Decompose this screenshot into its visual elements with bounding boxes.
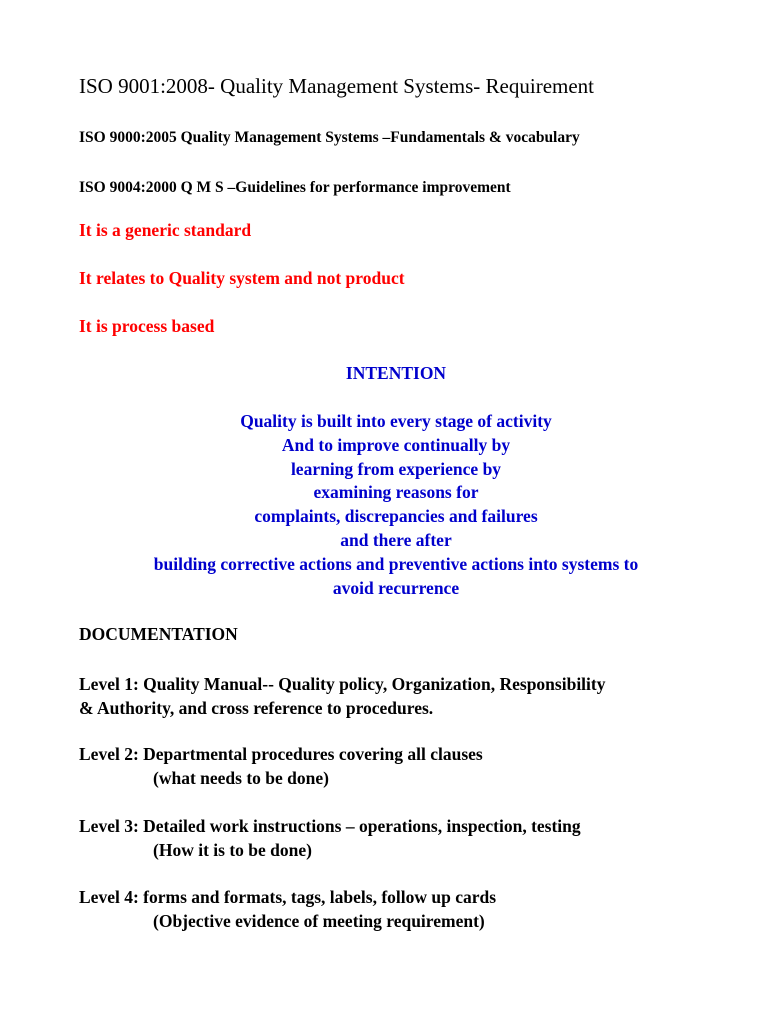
intention-line: avoid recurrence <box>332 577 460 598</box>
level-3-note: (How it is to be done) <box>153 840 312 860</box>
intention-line: examining reasons for <box>313 482 479 503</box>
related-standard-iso-9000: ISO 9000:2005 Quality Management Systems –Fundamentals & vocabulary <box>79 129 580 146</box>
level-1-description: Level 1: Quality Manual-- Quality policy, Organization, Responsibility <box>79 674 606 694</box>
intention-heading: INTENTION <box>345 363 447 383</box>
document-title: ISO 9001:2008- Quality Management Systems- Requirement <box>79 74 595 98</box>
key-point-generic-standard: It is a generic standard <box>79 220 252 240</box>
level-2-note: (what needs to be done) <box>153 768 329 788</box>
key-point-process-based: It is process based <box>79 316 215 336</box>
documentation-level-4 <box>79 885 719 933</box>
documentation-level-3 <box>79 814 719 862</box>
intention-line: Quality is built into every stage of activity <box>240 411 552 431</box>
intention-line: complaints, discrepancies and failures <box>254 506 538 527</box>
intention-line: And to improve continually by <box>281 434 511 455</box>
related-standard-iso-9004: ISO 9004:2000 Q M S –Guidelines for performance improvement <box>79 179 511 196</box>
documentation-level-2 <box>79 742 719 790</box>
level-3-description: Level 3: Detailed work instructions – operations, inspection, testing <box>79 816 581 836</box>
intention-line: learning from experience by <box>290 458 502 479</box>
key-point-quality-system: It relates to Quality system and not product <box>79 268 405 288</box>
level-1-description-continued: & Authority, and cross reference to procedures. <box>79 698 434 718</box>
intention-line: building corrective actions and preventive actions into systems to <box>153 553 639 574</box>
level-4-description: Level 4: forms and formats, tags, labels, follow up cards <box>79 887 497 907</box>
level-4-note: (Objective evidence of meeting requirement) <box>153 911 485 931</box>
documentation-level-1 <box>79 672 719 720</box>
intention-line: and there after <box>340 529 452 550</box>
intention-text <box>0 410 768 600</box>
documentation-heading: DOCUMENTATION <box>79 624 238 644</box>
level-2-description: Level 2: Departmental procedures covering all clauses <box>79 744 483 764</box>
